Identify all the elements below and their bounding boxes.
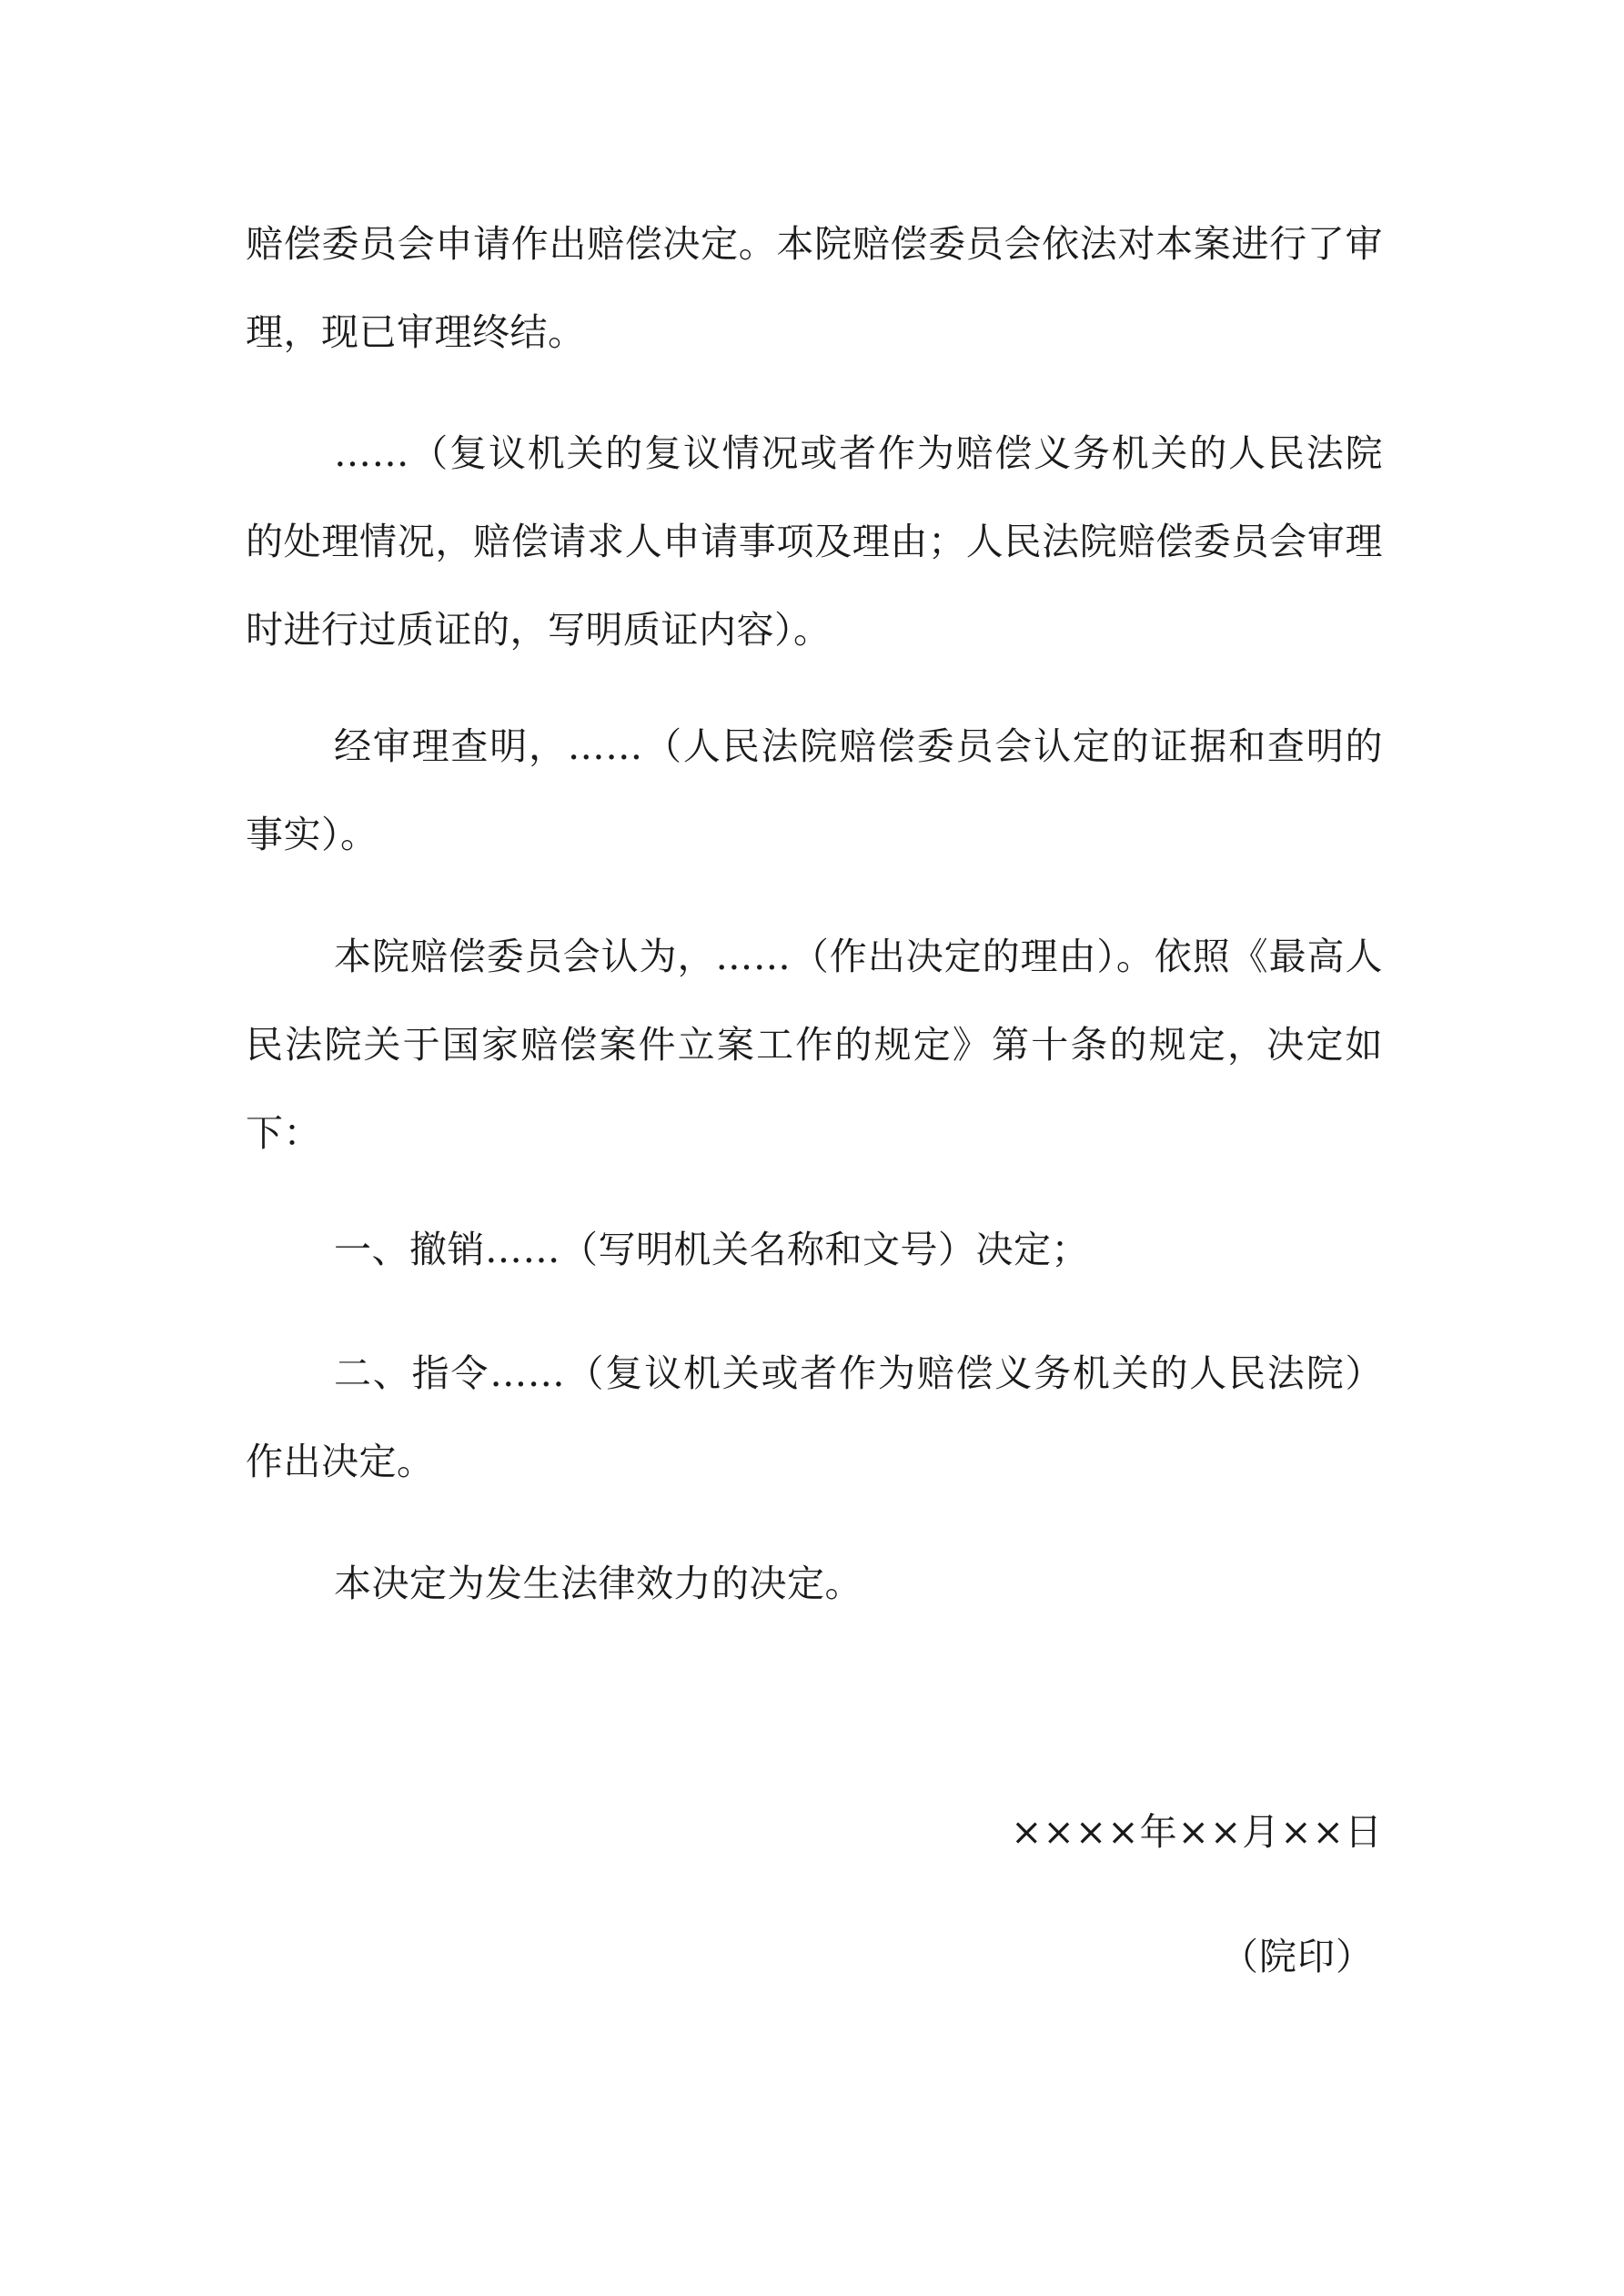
paragraph-decision-item-2: 二、指令……（复议机关或者作为赔偿义务机关的人民法院）作出决定。: [246, 1351, 1383, 1483]
paragraph-reasoning: 本院赔偿委员会认为，……（作出决定的理由）。依照《最高人民法院关于国家赔偿案件立案工作的规定》第十条的规定，决定如下：: [246, 935, 1383, 1155]
paragraph-trial-intro: 赔偿委员会申请作出赔偿决定。本院赔偿委员会依法对本案进行了审理，现已审理终结。: [246, 222, 1383, 354]
paragraph-review-situation: ……（复议机关的复议情况或者作为赔偿义务机关的人民法院的处理情况，赔偿请求人申请事项及理由；人民法院赔偿委员会审理时进行过质证的，写明质证内容）。: [246, 431, 1383, 652]
decision-date: ××××年××月××日: [1011, 1810, 1383, 1854]
paragraph-legal-effect: 本决定为发生法律效力的决定。: [334, 1562, 862, 1605]
court-seal-note: （院印）: [1221, 1935, 1374, 1978]
paragraph-facts-found: 经审理查明，……（人民法院赔偿委员会认定的证据和查明的事实）。: [246, 724, 1383, 856]
paragraph-decision-item-1: 一、撤销……（写明机关名称和文号）决定；: [334, 1228, 1089, 1271]
